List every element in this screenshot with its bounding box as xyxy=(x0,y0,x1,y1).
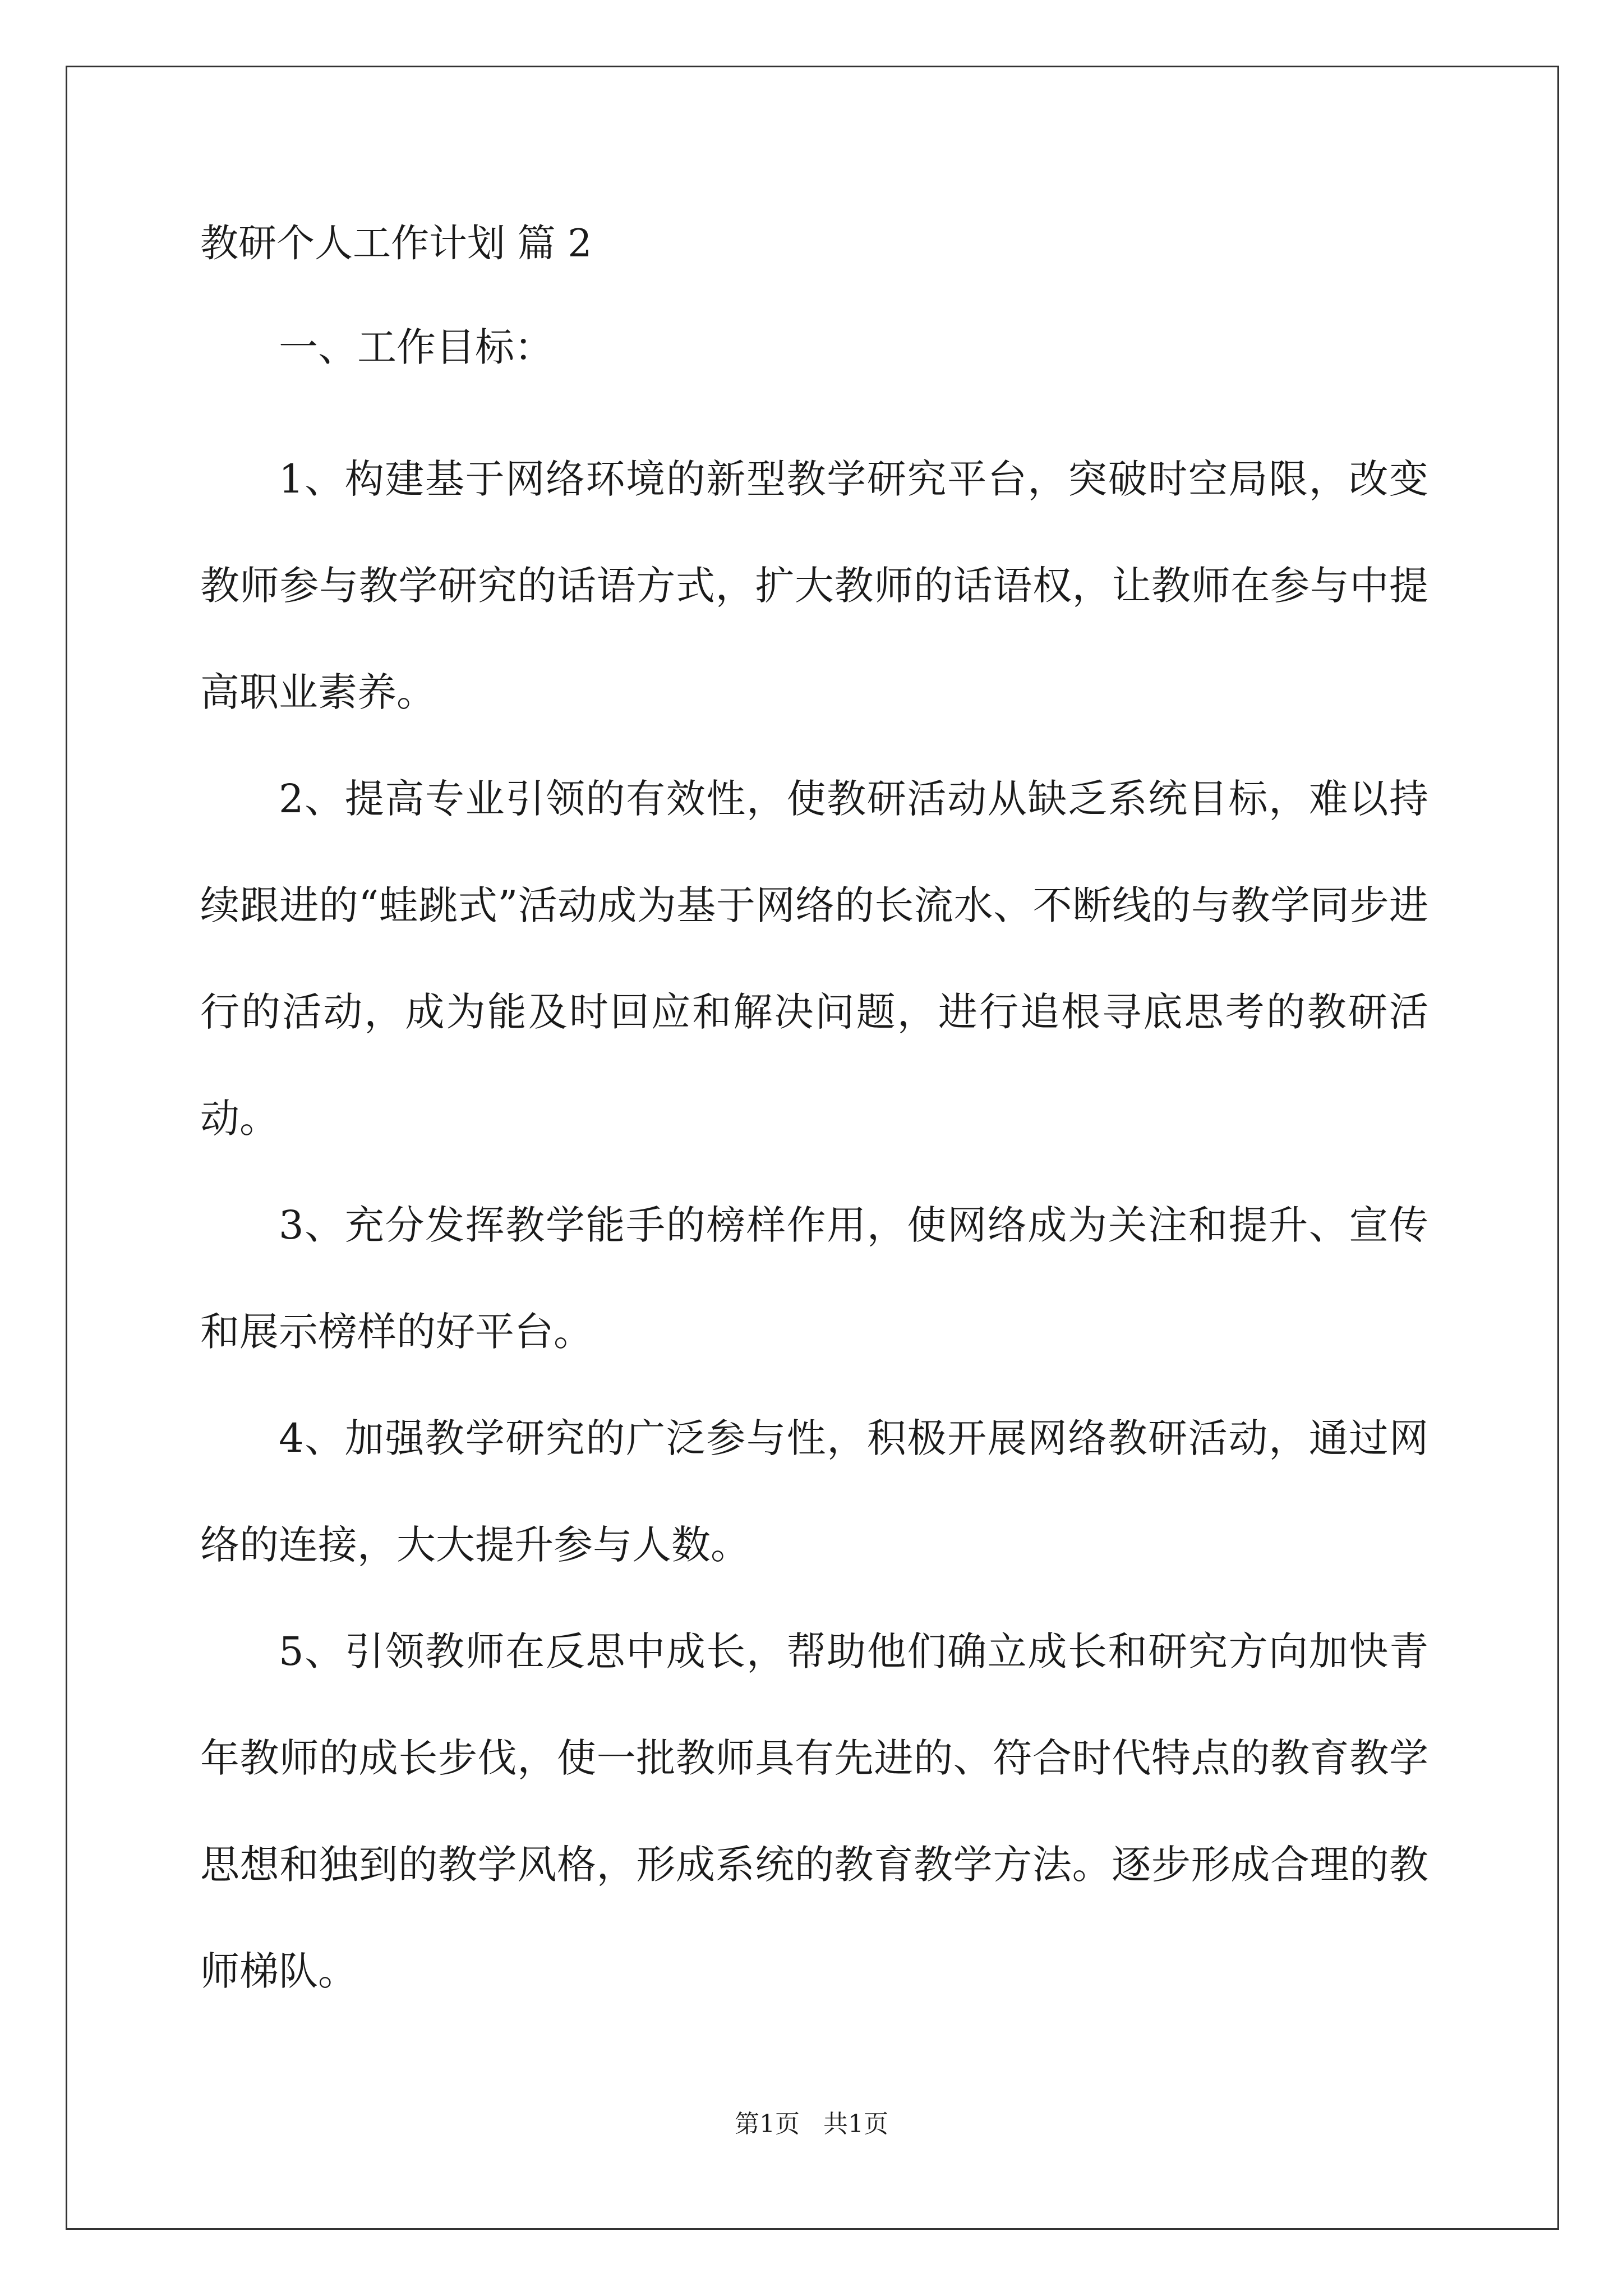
paragraph-goal-2: 2、提高专业引领的有效性，使教研活动从缺乏系统目标，难以持续跟进的“蛙跳式”活动成为基于网络的长流水、不断线的与教学同步进行的活动，成为能及时回应和解决问题，进行追根寻底思考的教研活动。 xyxy=(200,776,1428,1142)
paragraph-goal-5: 5、引领教师在反思中成长，帮助他们确立成长和研究方向加快青年教师的成长步伐，使一批教师具有先进的、符合时代特点的教育教学思想和独到的教学风格，形成系统的教育教学方法。逐步形成合理的教师梯队。 xyxy=(200,1628,1428,1994)
document-title: 教研个人工作计划 篇 2 xyxy=(200,222,592,266)
section-heading: 一、工作目标： xyxy=(279,324,554,370)
paragraph-goal-4: 4、加强教学研究的广泛参与性，积极开展网络教研活动，通过网络的连接，大大提升参与人数。 xyxy=(200,1415,1428,1568)
document-body xyxy=(200,216,1428,2024)
paragraph-goal-1: 1、构建基于网络环境的新型教学研究平台，突破时空局限，改变教师参与教学研究的话语方式，扩大教师的话语权，让教师在参与中提高职业素养。 xyxy=(200,456,1428,715)
paragraph-goal-3: 3、充分发挥教学能手的榜样作用，使网络成为关注和提升、宣传和展示榜样的好平台。 xyxy=(200,1202,1428,1355)
page-footer: 第1页 共1页 xyxy=(735,2110,888,2138)
